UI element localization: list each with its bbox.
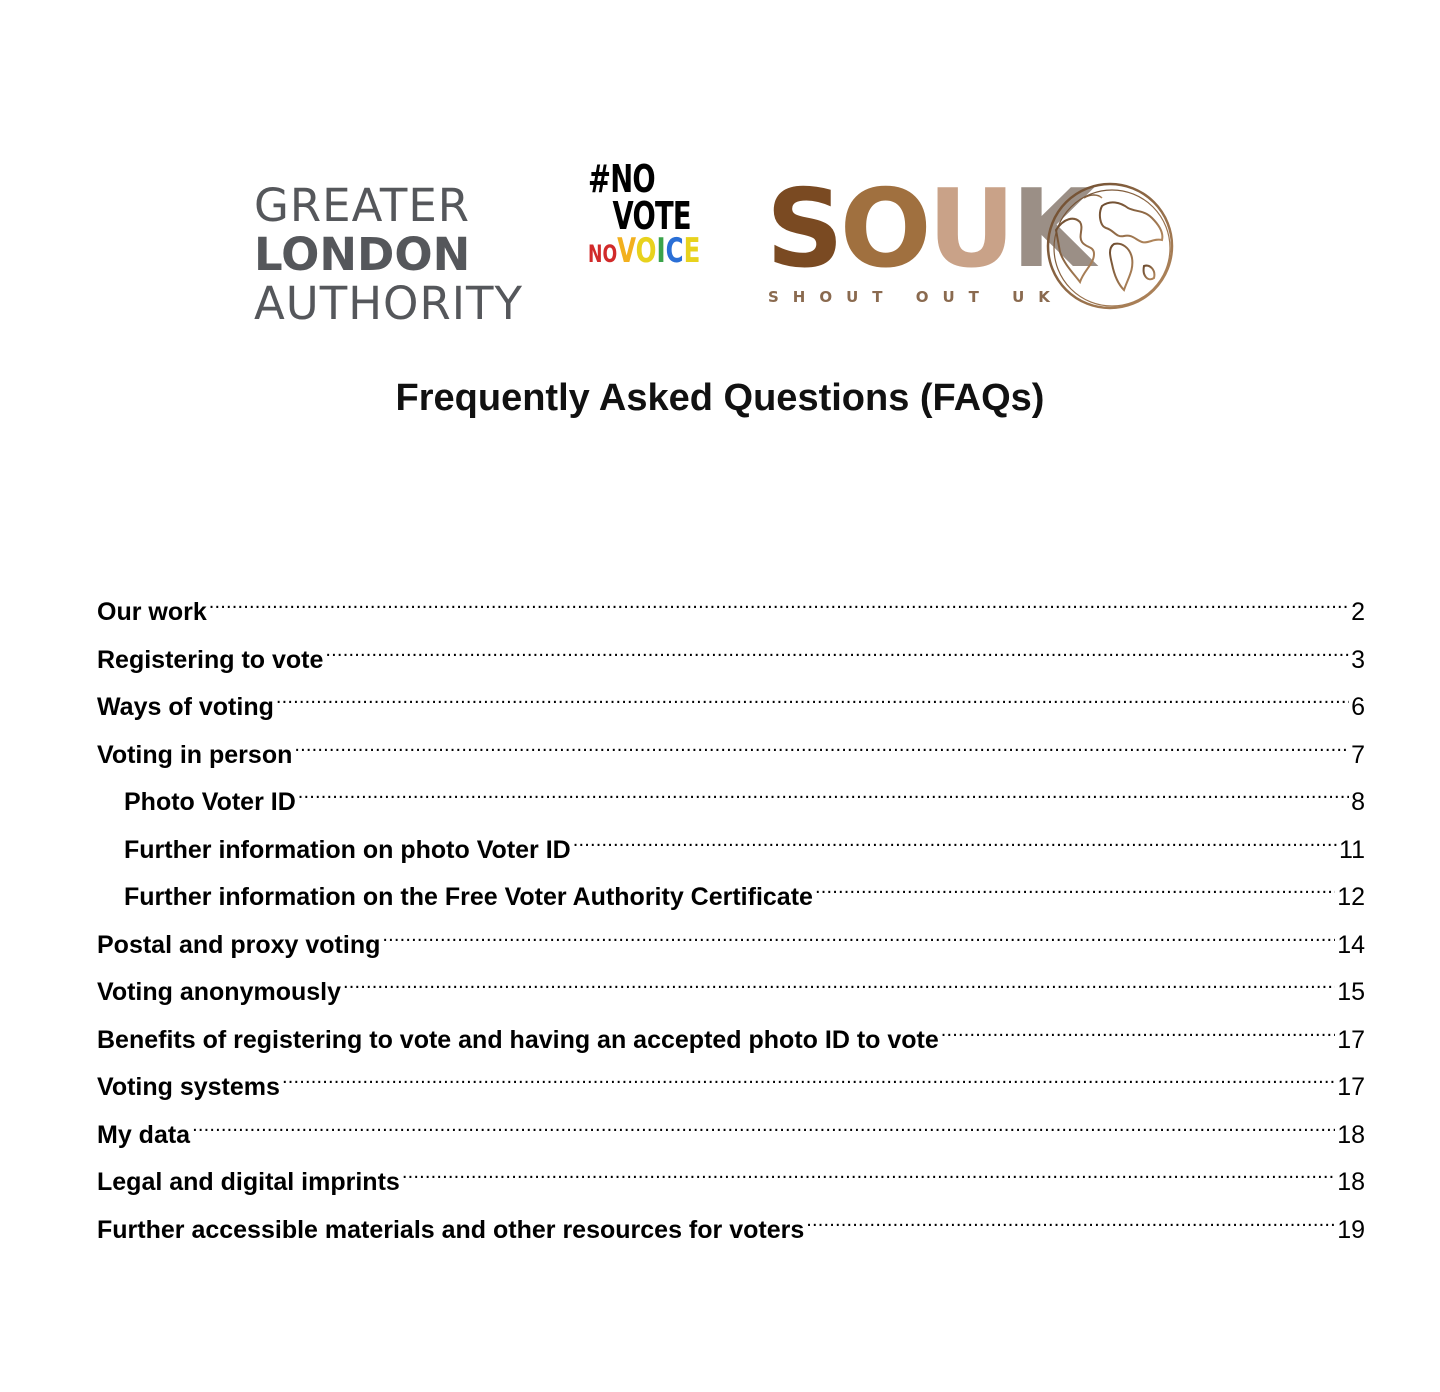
toc-entry-page-number: 18	[1337, 1168, 1365, 1196]
gla-logo-line-2: LONDON	[254, 228, 471, 281]
souk-wordmark	[766, 167, 1092, 292]
toc-dot-leader	[941, 1020, 1335, 1048]
souk-letter: K	[1011, 167, 1092, 292]
toc-entry[interactable]	[97, 1115, 1365, 1163]
toc-dot-leader	[282, 1067, 1335, 1095]
toc-entry-page-number: 8	[1351, 788, 1365, 816]
globe-icon	[1044, 178, 1180, 314]
souk-tagline: SHOUT OUT UK	[768, 288, 1064, 306]
toc-entry-page-number: 19	[1337, 1215, 1365, 1244]
nvnv-line-1: #NO	[588, 157, 655, 201]
toc-entry-page-number: 14	[1337, 930, 1365, 959]
nvnv-line-3	[588, 231, 701, 271]
toc-entry[interactable]	[97, 735, 1365, 783]
toc-entry-label: Voting systems	[97, 1073, 280, 1101]
toc-entry[interactable]	[97, 592, 1365, 640]
toc-dot-leader	[402, 1162, 1335, 1190]
toc-dot-leader	[573, 830, 1337, 858]
toc-entry[interactable]	[97, 1020, 1365, 1068]
toc-entry-page-number: 7	[1351, 740, 1365, 769]
toc-entry-page-number: 2	[1351, 598, 1365, 626]
nvnv-line-2: VOTE	[612, 194, 691, 238]
souk-letter: O	[839, 167, 928, 292]
toc-entry[interactable]	[97, 972, 1365, 1020]
toc-entry-label: Benefits of registering to vote and having an accepted photo ID to vote	[97, 1025, 939, 1054]
souk-shout-out-uk-logo	[766, 167, 1186, 316]
souk-letter: S	[766, 167, 840, 292]
toc-dot-leader	[343, 972, 1335, 1000]
toc-dot-leader	[806, 1210, 1335, 1238]
toc-entry[interactable]	[97, 1067, 1365, 1115]
toc-entry-page-number: 15	[1337, 978, 1365, 1006]
greater-london-authority-logo	[254, 179, 523, 330]
toc-dot-leader	[209, 592, 1349, 620]
toc-entry-label: My data	[97, 1120, 191, 1149]
toc-dot-leader	[815, 877, 1335, 905]
toc-entry[interactable]	[97, 1210, 1365, 1258]
toc-entry-page-number: 11	[1339, 835, 1365, 864]
toc-dot-leader	[382, 925, 1335, 953]
toc-dot-leader	[294, 735, 1349, 763]
toc-entry[interactable]	[97, 1162, 1365, 1210]
toc-entry-label: Ways of voting	[97, 693, 274, 721]
toc-dot-leader	[276, 687, 1349, 715]
toc-entry-label: Photo Voter ID	[124, 788, 296, 816]
toc-entry-label: Further information on the Free Voter Authority Certificate	[124, 883, 813, 911]
toc-entry-label: Postal and proxy voting	[97, 930, 381, 959]
toc-entry[interactable]	[97, 782, 1365, 830]
toc-entry-page-number: 3	[1351, 645, 1365, 674]
toc-dot-leader	[192, 1115, 1335, 1143]
page-title: Frequently Asked Questions (FAQs)	[395, 377, 1045, 419]
toc-entry-label: Voting in person	[97, 740, 293, 769]
table-of-contents	[97, 592, 1365, 1257]
toc-entry-label: Voting anonymously	[97, 978, 341, 1006]
toc-entry-label: Our work	[97, 598, 207, 626]
nvnv-no-small: NO	[588, 240, 618, 268]
toc-entry[interactable]	[97, 830, 1365, 878]
gla-logo-line-1: GREATER	[254, 179, 471, 232]
toc-entry[interactable]	[97, 687, 1365, 735]
toc-entry[interactable]	[97, 877, 1365, 925]
toc-entry-page-number: 17	[1337, 1025, 1365, 1054]
toc-entry-label: Further information on photo Voter ID	[124, 835, 571, 864]
toc-entry-page-number: 6	[1351, 693, 1365, 721]
toc-dot-leader	[298, 782, 1349, 810]
toc-entry[interactable]	[97, 640, 1365, 688]
toc-entry-label: Further accessible materials and other resources for voters	[97, 1215, 805, 1244]
toc-entry-page-number: 18	[1337, 1120, 1365, 1149]
nvnv-voice-rainbow: VOICE	[617, 231, 701, 271]
toc-entry-page-number: 12	[1337, 883, 1365, 911]
gla-logo-line-3: AUTHORITY	[254, 277, 523, 330]
toc-dot-leader	[325, 640, 1349, 668]
souk-letter: U	[927, 167, 1012, 292]
toc-entry-page-number: 17	[1337, 1073, 1365, 1101]
no-vote-no-voice-logo	[588, 157, 701, 271]
toc-entry-label: Registering to vote	[97, 645, 324, 674]
toc-entry-label: Legal and digital imprints	[97, 1168, 400, 1196]
toc-entry[interactable]	[97, 925, 1365, 973]
